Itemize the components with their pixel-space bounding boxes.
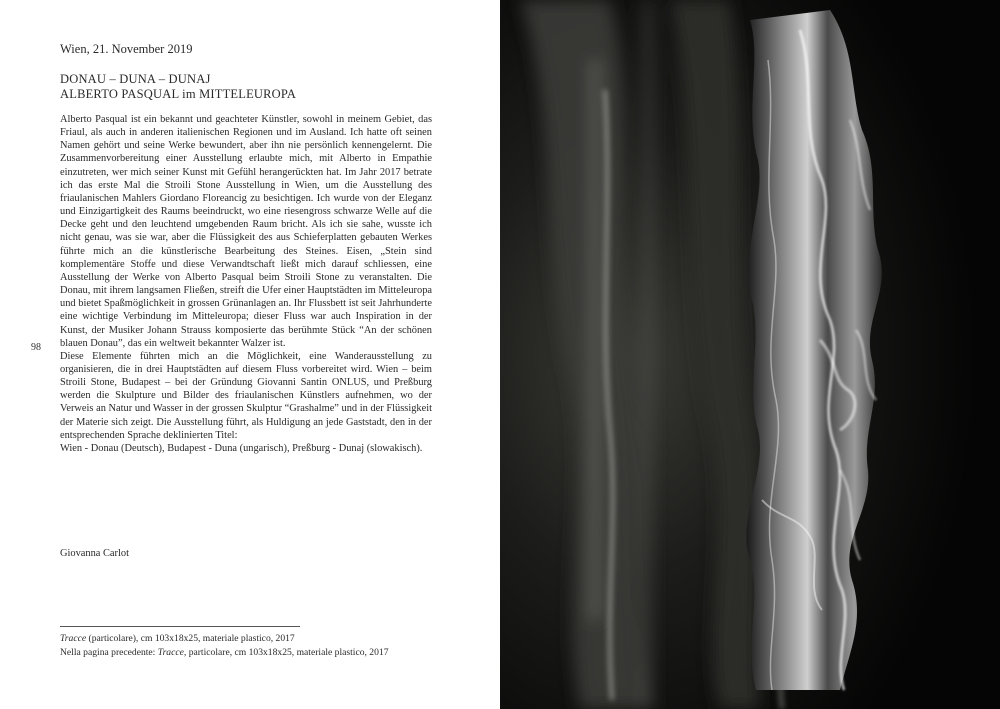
author-signature: Giovanna Carlot [60, 548, 129, 559]
page-number: 98 [31, 342, 41, 353]
article-title [60, 72, 432, 102]
caption-1-title: Tracce [60, 633, 87, 644]
date-line: Wien, 21. November 2019 [60, 42, 193, 56]
caption-line-2 [60, 646, 460, 660]
caption-2-details: , particolare, cm 103x18x25, materiale plastico, 2017 [183, 647, 389, 658]
caption-line-1 [60, 632, 460, 646]
caption-2-prefix: Nella pagina precedente: [60, 647, 158, 658]
sculpture-photo-art [500, 0, 1000, 709]
footnote-divider [60, 626, 300, 627]
title-line-1: DONAU – DUNA – DUNAJ [60, 72, 211, 86]
body-paragraph-1: Alberto Pasqual ist ein bekannt und geachteter Künstler, sowohl in meinem Gebiet, das Friaul, als auch in anderen italienischen Regionen und im Ausland. Ich hatte oft seinen Namen gehört und seine Werke bewundert, aber ihn nie persönlich kennengelernt. Die Zusammenvorbereitung einer Ausstellung erlaubte mich, mit Alberto in Empathie einzutreten, wer mich seiner Kunst mit Gefühl herangerückten hat. Im Jahr 2017 betrate ich das erste Mal die Stroili Stone Ausstellung in Wien, um die Ausstellung des friaulanischen Mahlers Giordano Floreancig zu besichtigen. Ich wurde von der Eleganz und Einzigartigkeit des Raums beeindruckt, wo eine riesengross schwarze Welle auf die Decke geht und den leuchtend umgebenden Raum bricht. Als ich sie sahe, wusste ich nicht genau, was sie war, aber die Flüssigkeit des aus Schieferplatten gebauten Werkes führte mich an die künstlerische Bearbeitung des Steines. Eisen, „Stein sind komplementäre Stoffe und diese Verwandtschaft ließt mich darauf schliessen, eine Ausstellung der Werke von Alberto Pasqual beim Stroili Stone zu veranstalten. Die Donau, mit ihrem langsamen Fließen, streift die Ufer einer Hauptstädten im Mitteleuropa und bietet Spaßmöglichkeit in grossen Grünanlagen an. Ihr Flussbett ist seit Jahrhunderte eine wichtige Verbindung im Mitteleuropa; dieser Fluss war auch Inspiration in der Kunst, der Musiker Johann Strauss komposierte das berühmte Stück “An der schönen blauen Donau”, das ein weltweit bekannter Walzer ist. [60, 114, 432, 349]
text-column [60, 40, 432, 455]
photo-captions [60, 632, 460, 660]
caption-2-title: Tracce [157, 647, 184, 658]
caption-1-details: (particolare), cm 103x18x25, materiale plastico, 2017 [86, 633, 295, 644]
title-line-2: ALBERTO PASQUAL im MITTELEUROPA [60, 87, 297, 101]
body-paragraph-2: Diese Elemente führten mich an die Möglichkeit, eine Wanderausstellung zu organisieren, die in drei Hauptstädten auf diesem Fluss vorbereitet wird. Wien – beim Stroili Stone, Budapest – bei der Gründung Giovanni Santin ONLUS, und Preßburg werden die Skulpture und Bilder des friaulanischen Künstlers aufnehmen, wo der Verweis an Natur und Wasser in der grossen Skulptur “Grashalme” und in der Flüssigkeit der Materie sich zeigt. Die Ausstellung führt, als Huldigung an jede Gaststadt, den in der entsprechenden Sprache deklinierten Titel: [60, 350, 432, 441]
sculpture-photo [500, 0, 1000, 709]
body-paragraph-3: Wien - Donau (Deutsch), Budapest - Duna (ungarisch), Preßburg - Dunaj (slowakisch). [60, 442, 423, 454]
body-text [60, 113, 432, 455]
